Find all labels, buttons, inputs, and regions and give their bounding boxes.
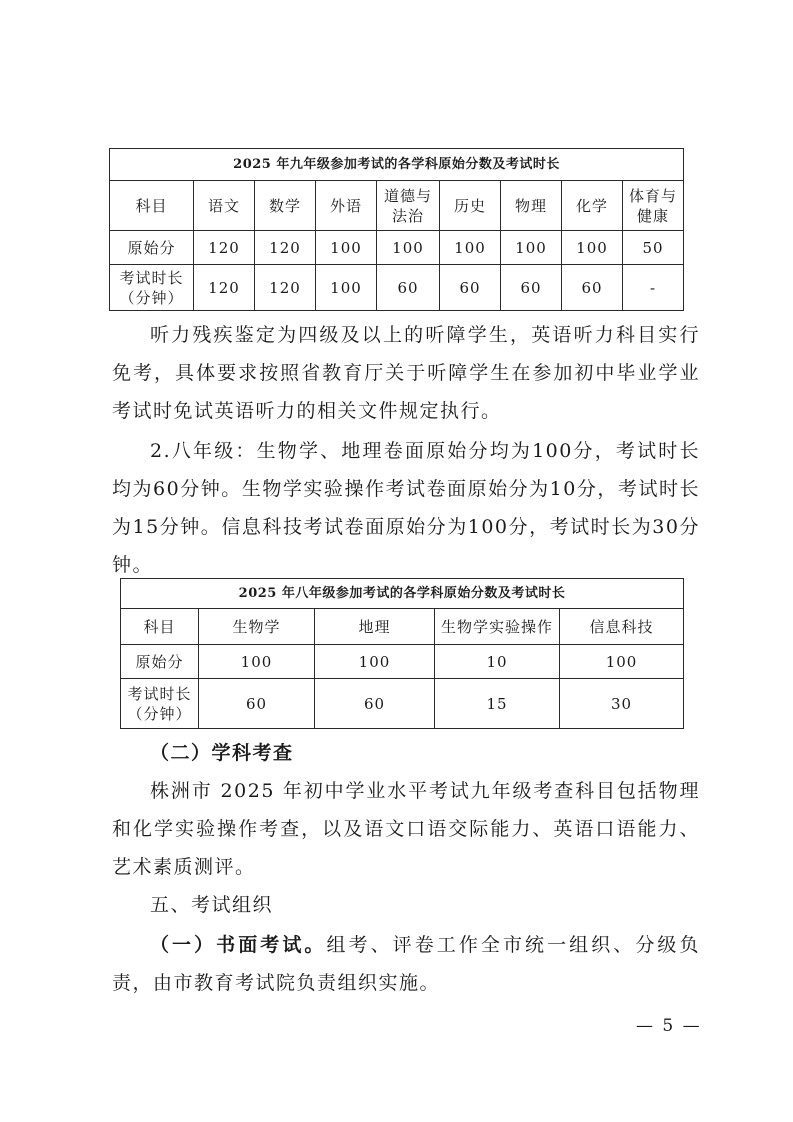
grade9-score-table — [109, 148, 684, 311]
table-cell: 考试时长 （分钟） — [110, 265, 194, 311]
table-cell: 100 — [501, 231, 562, 265]
grade8-table-title: 2025 年八年级参加考试的各学科原始分数及考试时长 — [121, 579, 684, 609]
table-cell: 60 — [199, 679, 315, 729]
header-cell: 历史 — [440, 181, 501, 231]
table-row — [110, 231, 684, 265]
header-cell: 生物学 — [199, 609, 315, 645]
table-header-row — [110, 181, 684, 231]
table-row — [110, 265, 684, 311]
table-cell: 100 — [560, 645, 684, 679]
header-cell: 数学 — [255, 181, 316, 231]
table-cell: 10 — [435, 645, 560, 679]
table-row — [121, 679, 684, 729]
subject-check-paragraph: 株洲市 2025 年初中学业水平考试九年级考查科目包括物理和化学实验操作考查，以及语文口语交际能力、英语口语能力、艺术素质测评。 — [112, 780, 700, 878]
header-cell: 体育与 健康 — [623, 181, 684, 231]
table-cell: 30 — [560, 679, 684, 729]
table-cell: 100 — [316, 265, 377, 311]
table-cell: 60 — [501, 265, 562, 311]
page-number: — 5 — — [636, 1016, 702, 1036]
table-row — [121, 645, 684, 679]
listening-exemption-paragraph: 听力残疾鉴定为四级及以上的听障学生，英语听力科目实行免考，具体要求按照省教育厅关于听障学生在参加初中毕业学业考试时免试英语听力的相关文件规定执行。 — [112, 324, 700, 422]
grade8-score-table — [120, 578, 684, 729]
written-exam-label: （一）书面考试。 — [150, 934, 327, 956]
written-exam-text: 组考、评卷工作全市统一组织、分级负责，由市教育考试院负责组织实施。 — [112, 934, 700, 994]
header-cell: 化学 — [562, 181, 623, 231]
header-cell: 外语 — [316, 181, 377, 231]
header-cell: 科目 — [110, 181, 194, 231]
header-cell: 道德与 法治 — [377, 181, 440, 231]
table-cell: 100 — [315, 645, 435, 679]
written-exam-paragraph — [112, 926, 700, 1002]
table-cell: 100 — [440, 231, 501, 265]
subject-check-heading: （二）学科考查 — [150, 742, 294, 764]
table-cell: 考试时长 （分钟） — [121, 679, 199, 729]
exam-organization-heading: 五、考试组织 — [150, 894, 274, 916]
header-cell: 地理 — [315, 609, 435, 645]
table-cell: 100 — [377, 231, 440, 265]
header-cell: 科目 — [121, 609, 199, 645]
table-cell: 100 — [562, 231, 623, 265]
table-cell: 120 — [194, 231, 255, 265]
table-cell: 50 — [623, 231, 684, 265]
table-cell: 120 — [255, 265, 316, 311]
table-cell: 15 — [435, 679, 560, 729]
table-cell: 原始分 — [121, 645, 199, 679]
header-cell: 信息科技 — [560, 609, 684, 645]
header-cell: 语文 — [194, 181, 255, 231]
header-cell: 生物学实验操作 — [435, 609, 560, 645]
header-cell: 物理 — [501, 181, 562, 231]
table-cell: 60 — [315, 679, 435, 729]
table-cell: 60 — [377, 265, 440, 311]
table-cell: 60 — [440, 265, 501, 311]
table-cell: 100 — [316, 231, 377, 265]
grade9-table-title: 2025 年九年级参加考试的各学科原始分数及考试时长 — [110, 149, 684, 181]
table-cell: - — [623, 265, 684, 311]
table-cell: 100 — [199, 645, 315, 679]
table-header-row — [121, 609, 684, 645]
table-cell: 120 — [194, 265, 255, 311]
grade8-paragraph: 2.八年级：生物学、地理卷面原始分均为100分，考试时长均为60分钟。生物学实验操作考试卷面原始分为10分，考试时长为15分钟。信息科技考试卷面原始分为100分，考试时长为30分钟。 — [112, 440, 700, 576]
table-cell: 原始分 — [110, 231, 194, 265]
table-cell: 60 — [562, 265, 623, 311]
table-cell: 120 — [255, 231, 316, 265]
